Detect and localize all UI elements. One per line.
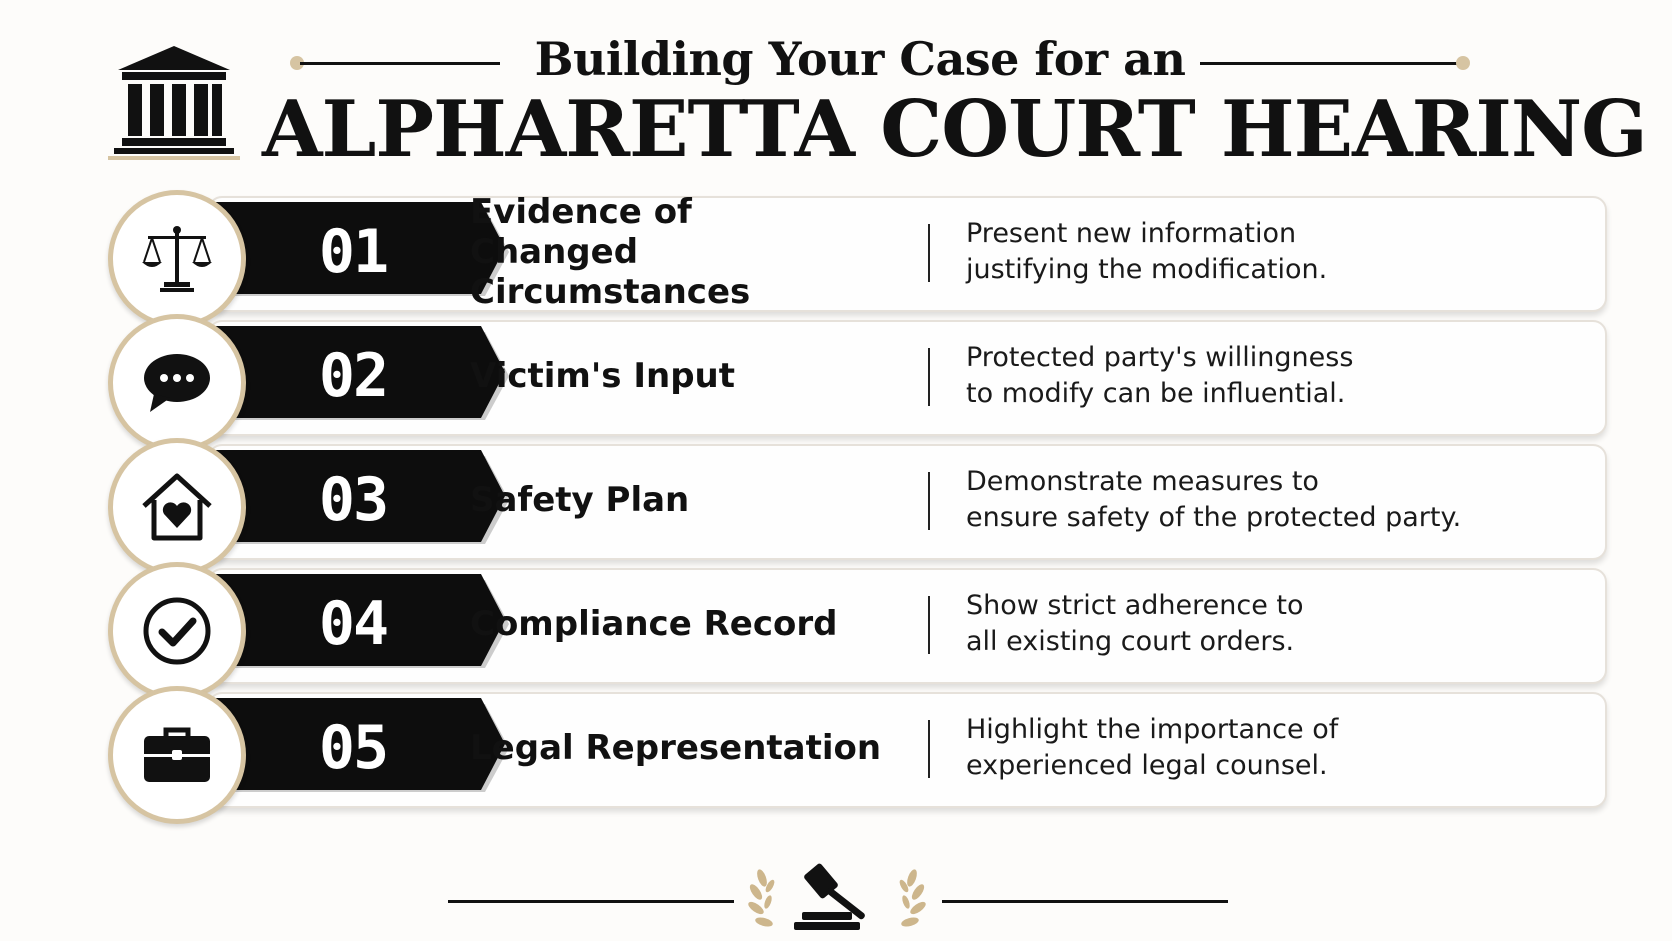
footer-rule-right bbox=[942, 900, 1228, 903]
step-divider bbox=[928, 224, 930, 282]
step-divider bbox=[928, 596, 930, 654]
page-title: ALPHARETTA COURT HEARING bbox=[262, 84, 1647, 175]
step-divider bbox=[928, 472, 930, 530]
courthouse-icon bbox=[108, 44, 240, 162]
house-heart-icon bbox=[140, 470, 214, 544]
step-icon-badge bbox=[108, 190, 246, 328]
ornament-rule-right bbox=[1200, 62, 1460, 65]
ornament-rule-left bbox=[300, 62, 500, 65]
header bbox=[0, 0, 1672, 190]
ornament-dot-right bbox=[1456, 56, 1470, 70]
step-title: Safety Plan bbox=[470, 480, 690, 520]
check-circle-icon bbox=[140, 594, 214, 668]
step-icon-badge bbox=[108, 562, 246, 700]
footer bbox=[0, 850, 1672, 940]
step-description: Present new information justifying the modification. bbox=[966, 218, 1328, 285]
step-title: Compliance Record bbox=[470, 604, 838, 644]
speech-bubble-icon bbox=[140, 346, 214, 420]
subtitle-row bbox=[290, 32, 1470, 86]
step-icon-badge bbox=[108, 438, 246, 576]
gavel-laurel-icon bbox=[742, 858, 932, 938]
step-icon-badge bbox=[108, 686, 246, 824]
step-number: 05 bbox=[318, 713, 388, 783]
step-row-2 bbox=[108, 320, 1608, 438]
page-subtitle: Building Your Case for an bbox=[534, 32, 1186, 86]
step-description: Highlight the importance of experienced legal counsel. bbox=[966, 714, 1339, 781]
step-row-1 bbox=[108, 192, 1608, 314]
step-description: Protected party's willingness to modify can be influential. bbox=[966, 342, 1354, 409]
scales-of-justice-icon bbox=[140, 222, 214, 296]
step-title: Victim's Input bbox=[470, 356, 735, 396]
step-title: Legal Representation bbox=[470, 728, 882, 768]
step-number: 01 bbox=[318, 217, 388, 287]
step-number: 04 bbox=[318, 589, 388, 659]
step-row-5 bbox=[108, 692, 1608, 810]
step-number: 02 bbox=[318, 341, 388, 411]
step-row-4 bbox=[108, 568, 1608, 686]
step-divider bbox=[928, 348, 930, 406]
briefcase-icon bbox=[140, 718, 214, 792]
step-icon-badge bbox=[108, 314, 246, 452]
step-row-3 bbox=[108, 444, 1608, 562]
step-title: Evidence of Changed Circumstances bbox=[470, 192, 751, 312]
step-description: Demonstrate measures to ensure safety of the protected party. bbox=[966, 466, 1462, 533]
step-description: Show strict adherence to all existing court orders. bbox=[966, 590, 1304, 657]
step-divider bbox=[928, 720, 930, 778]
footer-rule-left bbox=[448, 900, 734, 903]
step-number: 03 bbox=[318, 465, 388, 535]
